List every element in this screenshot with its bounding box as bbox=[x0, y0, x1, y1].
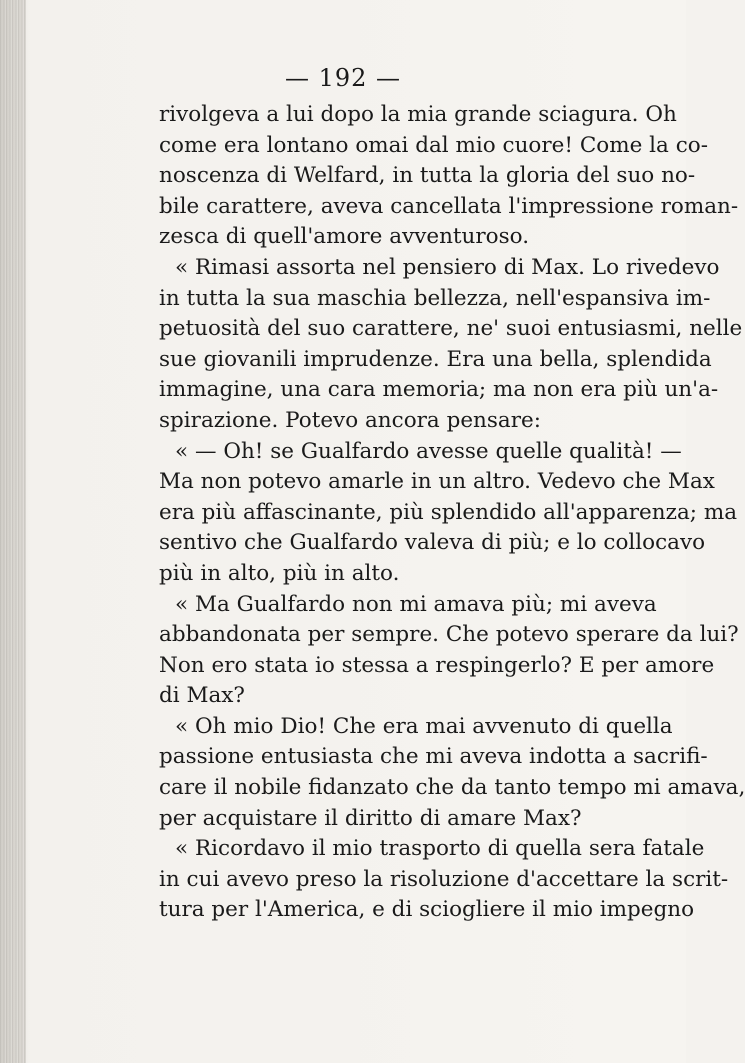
text-line: immagine, una cara memoria; ma non era più un'a- bbox=[159, 377, 719, 403]
text-line: zesca di quell'amore avventuroso. bbox=[159, 224, 530, 250]
page-body-text bbox=[159, 100, 745, 926]
page-binding-edge bbox=[0, 0, 26, 1063]
text-line: sentivo che Gualfardo valeva di più; e lo collocavo bbox=[159, 530, 706, 556]
text-line: per acquistare il diritto di amare Max? bbox=[159, 805, 582, 831]
text-line: rivolgeva a lui dopo la mia grande sciagura. Oh bbox=[159, 102, 677, 127]
text-line: tura per l'America, e di sciogliere il mio impegno bbox=[159, 897, 695, 923]
text-line: abbandonata per sempre. Che potevo sperare da lui? bbox=[159, 622, 739, 648]
text-line: noscenza di Welfard, in tutta la gloria del suo no- bbox=[159, 163, 696, 189]
text-line: era più affascinante, più splendido all'apparenza; ma bbox=[159, 499, 738, 525]
text-line: bile carattere, aveva cancellata l'impressione roman- bbox=[159, 193, 739, 219]
text-line: spirazione. Potevo ancora pensare: bbox=[159, 407, 541, 433]
text-line: « Ma Gualfardo non mi amava più; mi aveva bbox=[175, 591, 657, 617]
page-number: — 192 — bbox=[284, 64, 402, 92]
text-line: « Oh mio Dio! Che era mai avvenuto di quella bbox=[175, 713, 673, 739]
text-line: passione entusiasta che mi aveva indotta a sacrifi- bbox=[159, 744, 708, 770]
text-line: in tutta la sua maschia bellezza, nell'espansiva im- bbox=[159, 285, 711, 311]
text-line: sue giovanili imprudenze. Era una bella, splendida bbox=[159, 346, 712, 372]
text-line: Non ero stata io stessa a respingerlo? E per amore bbox=[159, 652, 715, 678]
text-line: Ma non potevo amarle in un altro. Vedevo che Max bbox=[159, 469, 715, 495]
text-line: in cui avevo preso la risoluzione d'accettare la scrit- bbox=[159, 866, 729, 892]
text-line: petuosità del suo carattere, ne' suoi entusiasmi, nelle bbox=[159, 316, 743, 342]
text-line: « — Oh! se Gualfardo avesse quelle qualità! — bbox=[175, 438, 682, 464]
text-line: « Rimasi assorta nel pensiero di Max. Lo rivedevo bbox=[175, 254, 720, 280]
text-line: di Max? bbox=[159, 683, 245, 709]
text-line: « Ricordavo il mio trasporto di quella sera fatale bbox=[175, 836, 705, 862]
text-line: come era lontano omai dal mio cuore! Come la co- bbox=[159, 132, 708, 158]
text-line: care il nobile fidanzato che da tanto tempo mi amava, bbox=[159, 775, 745, 801]
text-line: più in alto, più in alto. bbox=[159, 560, 400, 586]
